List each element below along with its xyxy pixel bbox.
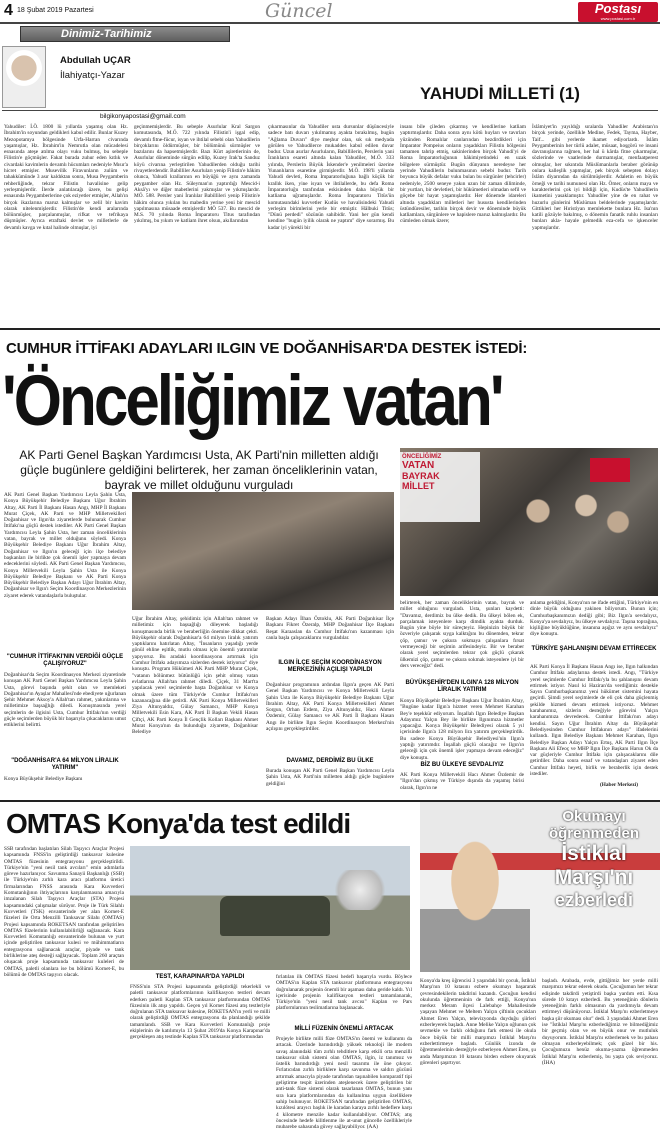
- main-subhead-3: ILGIN İLÇE SEÇİM KOORDİNASYON MERKEZİNİN AÇILIŞI YAPILDI: [278, 660, 382, 673]
- main-col-2: Uğur İbrahim Altay, şehidimiz için Allah'tan rahmet ve milletimiz için başsağlığı dileyerek başladığı konuşmasında birlik ve beraberliğin önemine dikkat çekti. Büyükşehir olarak Doğanhisar'a 64 milyon liralık yatırım yaptıklarını hatırlatan Altay, "İnsanların yaşadığı yerde gönül ehline eşitlik, mutlu olması için önemli yatırımlar yapıyoruz. Bu aradaki koordinasyonu artırmak için Cumhur İttifakı adayımıza sizlerden destek istiyoruz" diye konuştu. Program Hükümeti AK Parti MHP Murat Çiçek, "vatanın bölünmez bütünlüğü için şehit olmuş vatan evlatlarına Allah'tan rahmet diledi. Çiçek, 31 Mart'ta yapılacak yerel seçimlerde başta Doğanhisar ve Konya olmak üzere tüm Türkiye'de Cumhur İttifakı'nın kazanacağına dile getirdi. AK Parti Konya Milletvekilleri Ziya Altunyaldız, Gülay Samancı, MHP Konya Milletvekili Esin Kara, AK Parti İl Başkan Vekili Hasan Çiftçi, AK Parti Konya İl Gençlik Kolları Başkanı Ahmet Murat Konya'nın da bulunduğu ziyarette, Doğanhisar Belediye: [132, 616, 258, 736]
- main-story: [0, 330, 660, 800]
- main-col-5b: AK Parti Konya İl Başkanı Hasan Angı ise, Ilgın halkından Cumhur İttifakı adaylarına destek istedi. Angı, "Türkiye yerel seçimlerde Cumhur İttifakı'yla bu şahlanışını devam ettirmek istiyor. Nasıl ki Haziran'da verdiğimiz destekle Sayın Cumhurbaşkanımız yeni hükümet sistemini hayata geçirdi. Şimdi yerel seçimlerde de eli çok daha güçlenmiş şekilde hizmeti devam ettirmek istiyoruz. Mehmet karahanımız, sizlerin desteğiyle görevini Yalçın karahanımıza devredecek. Cumhur İttifakı'nın adayı kendisi. Sayın Uğur İbrahim Altay da Büyükşehir Belediyesinden Cumhur İttifakının adayı" ifadelerini kullandı. Ilgın Belediye Başkanı Mehmet Karahan, Ilgın Belediye Başkan Adayı Yalçın Ertuş, AK Parti Ilgın İlçe Başkanı Ali Efeoç ve MHP Ilgın İlçe Başkanı Harun Ok da var güçleriyle Cumhur İttifakı için çalışacaklarını dile getirdiler. Daha sonra esnaf ve vatandaşları ziyaret eden Cumhur İttifakı heyeti, birlik ve beraberlik için destek istediler.: [530, 664, 658, 778]
- column-text-5: İslâmiyet'in yayıldığı sıralarda Yahudiler Arabistan'ın birçok yerinde, özellikle Medine, Fedek, Tayma, Hayber, Taif... gibi yerlerde ikamet ediyorlardı. İslâm Peygamberinin her türlü adalet, müsaat, hoşgörü ve insani davranışlarına rağmen, her hal ü kârda fitne çıkarmışlar, sözlerinde ve vaatlerinde durmamışlar, menfaatperest olmuşlar, her sıkıntıda Müslümanlarla beraber görünüp onlara kalleşlik yapmışlar, pek birçok sebepten dolayı İslâm diyarından da sürülmüşlerdir. Adaletin en büyük örneği ve tarihi numunesi olan Hz. Ömer, onların maya ve karakterlerini çok iyi bildiği için, Kudüs'te Yahudilerin ikametini yasaklamıştır. Yahudiler yine de en rahat ve huzurlu günlerini Müslüman beldelerinde yaşamışlardır. Gittikleri her Hıristiyan memlekette bunlara Hz. Isa'nın katili gözüyle bakılmış, o dönemin fanatik ruhlu insanları bunları akla- hayale gelmedik eza-cefa ve işkenceler yapmışlardır.: [532, 124, 658, 231]
- main-subhead-6: BİZ BU ÜLKEYE SEVDALIYIZ: [420, 762, 504, 768]
- column-text-1: Yahudiler: İ.Ö. 1800 lü yıllarda yaşamış olan Hz. İbrahim'in soyundan geldikleri kabul edilir. Bunlar Kuzey Mezopotamya bölgesinde Urfa-Harran civarında yaşamışlar, Hz. İbrahim'in Nemrutla olan mücadelesi esnasında ateşe atılma olayı vuku bulmuş, bu sebeple Filistin'e göçmüşler. Fakat burada zuhur eden kıtlık ve civardaki kavimlerin devamlı hücumları nedeniyle Mısır'a hicret etmişler. Musevilik Firavunların zulüm ve tahakkümünde 3 asır kaldıktan sonra, Musa Peygamberin rehberliğinde, tekrar Filistin havalisine gelip yerleşmişlerdir. İlerde anlatılacağı üzere, bu gelişi esnasında Peygamberlerine çok eziyetler etmişler, Allah'ın birçok ikazlarına maruz kalmışlar ve zelil bir kavim olarak nitelenmişlerdir. Filistin'de kendi aralarında bölünmüşler, parçalanmışlar, rifkat ve tefrikaya düşmüşler. Ayrıca etraftaki devlet ve milletlerle de devamlı kavga ve kıtal halinde olmuşlar, iyi: [4, 124, 128, 231]
- banner-cloth: [400, 452, 480, 522]
- omtas-subhead-1: TEST, KARAPINAR'DA YAPILDI: [155, 974, 245, 980]
- banner-word: BAYRAK: [402, 471, 440, 481]
- photo-2: [132, 492, 394, 610]
- omtas-col-3a: fırlatılan ilk OMTAS füzesi hedefi başarıyla vurdu. Böylece OMTAS'ın Kaplan STA tanksavar platformuna entegrasyonu doğrulanarak projenin önemli bir aşaması daha geride kaldı. Yıl içerisinde projenin kalifikasyon testleri tamamlanarak, Türkiye'nin "yeni nesil tank avcısı" Kaplan ve Pars platformlarının teslimatlarına başlanacak.: [276, 974, 412, 1012]
- omtas-subhead-2: MİLLİ FÜZENİN ÖNEMLİ ARTACAK: [294, 1026, 394, 1032]
- page-number: 4: [4, 2, 13, 19]
- istiklal-col-2: başladı. Arabada, evde, gittiğimiz her yerde milli marşımızı tekrar ederek okudu. Çocuğumun her tekrar edişinde takdirdi yetiştirdi başka yardım etti. Kısa sürede 10 kıtayı ezberledi. Bu yeteneğinin dönlerin yeteneğinin farklı olmasının da yardımıyla devam ettirmeyi düşünüyoruz. İstiklal Marşı'nı ezberletmeye başka şiir okuması olur" dedi. 3 yaşındaki Ahmet Eren ise "İstiklal Marşı'nı ezberlediğimiz ve bilmediğimiz bir geçmiş olan ve en büyük onur ve mutluluk duyuyorum. İstiklal Marşı'nı ezberlemek ve bu pahası olmayan ezberleyebilmek; çok güzel bir his. Çocuğumuzu henüz okuma-yazma öğrenmeden İstiklal Marşı'nı ezberlemiş, bu yaşta çok seviyoruz. (İHA): [542, 978, 658, 1066]
- omtas-headline: OMTAS Konya'da test edildi: [6, 808, 351, 839]
- brand-name: Postası: [594, 1, 642, 16]
- column-band-title: Dinimiz-Tarihimiz: [61, 28, 152, 40]
- banner-word: VATAN: [402, 460, 435, 471]
- main-col-4b: Konya Büyükşehir Belediye Başkanı Uğur İbrahim Altay, "Bugüne kadar Ilgın'a hizmet veren Mehmet Karahan Bey'e teşekkür ediyorum. İnşallah Ilgın Belediye Başkan Adayımız Yalçın Bey ile birlikte Ilgınımıza hizmetler yapacağız. Konya Büyükşehir Belediyesi olarak 5 yıl içerisinde Ilgın'a 128 milyon lira yatırım gerçekleştirdik. Bu sadece Konya Büyükşehir Belediyesi'nin Ilgın'a yaptığı yatırımdır. İnşallah güçlü olacağız ve Ilgın'ın geleceği için çok önemli işler yapmaya devam edeceğiz" diye konuştu.: [400, 698, 524, 761]
- author-name: Abdullah UÇAR: [60, 55, 131, 66]
- author-photo: [2, 46, 46, 108]
- istiklal-col-1: Konya'da kreş öğrencisi 3 yaşındaki bir çocuk, İstiklal Marşı'nın 10 kıtasını ezbere okumayı başararak çevresindekilerin takdirini kazandı. Çocuğun kendisi okulunda öğretmeninin de fark ettiği, Konya'nın merkez Meram ilçesi Lalebahçe Mahallesinde yaşayan Mehmet ve Meltem Yalçın çiftinin çocukları Ahmet Eren Yalçın, televizyonda duyduğu şiirleri ezberleyerek başladı. Anne Melike Yalçın oğlunun çok sevmekle ve farklı olduğunu fark etmesi ile okula önce büyük bir milli marşımızı İstiklal Marşı'nı ezberlettirmeye başladı. Günlük izonda de öğretmenlerinin desteğiyle ezberleyen Ahmet Eren, şu anda Marşımızın 10 kıtasını birden ezbere okuyarak görenleri şaşırtıyor.: [420, 978, 536, 1066]
- author-email: bilgikonyapostasi@gmail.com: [100, 113, 186, 120]
- main-subhead-7: TÜRKİYE ŞAHLANIŞINI DEVAM ETTİRECEK: [531, 646, 657, 652]
- omtas-col-3b: Projeyle birlikte milli füze OMTAS'ın önemi ve kullanımı da artacak. Üzerinde barındırdığı yüksek teknoloji ile modern savaş alanındaki tüm zırhlı tehditlere karşı etkili orta menzilli tanksavar silah sistemi olan OMTAS, ilgin, iz tanımsız ve üstelik barındırdığı yeni nesil tasarımı ile öne çıkıyor. Fırlatıcıdan zırhlı birliklere karşı savunma ve saldırı gücünü artırmak amacıyla piyade tarafından taşınabilen komparatif tipi geliştirme tespit üzerinden ateşlenecek üzere geliştirilen bir anti-tank füze sistemi olarak tasarlanan OMTAS, bunun yanı sıra kara platformlarından da kullanılma uygun özelliklere sahip bulunuyor. ROKETSAN tarafından geliştirilen OMTAS, kızılötesi arayıcı başlık ile karadan karaya zırhlı hedeflere karşı 4 kilometre menzile kadar kullanılabiliyor. OMTAS; atış öncesinde hedefe kilitlenme ile at-unut güncelle özellikleriyle mubarebe sahasında güvey sağlayabiliyor. (AA): [276, 1036, 412, 1130]
- brand-tagline: www.postasi.com.tr: [600, 16, 636, 21]
- rally-photo: [400, 448, 658, 596]
- banner-word: ÖNCELİĞİMİZ: [402, 454, 442, 460]
- omtas-col-2: FNSS'nin STA Projesi kapsamında geliştirdiği tekerlekli ve paletli tanksavar platformlarının kalifikasyon testleri devam ederken paletli Kaplan STA tanksavar platformundan OMTAS füzesinin ilk atışı yapıldı. Geçen yıl Kornet füzesi atış testleriyle doğrulanan STA tanksavar kulesine, ROKETSAN'ın yerli ve milli olarak geliştirdiği OMTAS entegrasyonu da planlandığı şekilde tamamlandı. SSB ve Kara Kuvvetleri Komutanlığı proje ekiplerinin de katılımıyla 13 Şubat 2019'da Konya Karapınar'da gerçekleşen atış testinde Kaplan STA tanksavar platformundan: [130, 984, 270, 1041]
- main-subhead-2: "DOĞANHİSAR'A 64 MİLYON LİRALIK YATIRIM": [11, 758, 119, 771]
- main-col-5a: anlama geldiğini, Konya'nın ne ifade ettiğini, Türkiye'nin en dinle büyük olduğunu yakinen biliyorum. Bunun için; Cumhurbaşkanımızın dediği gibi; Biz Ilgın'a sevdalıyız, Konya'ya sevdalıyız, bu ülkeye sevdalıyız. Taşına toprağına, kişiliğine büyüklüğüne, insanına aşığız ve aynı sevdalıyız" diye konuştu.: [530, 600, 659, 638]
- child-shape: [420, 832, 530, 972]
- banner-word: MİLLET: [402, 481, 435, 491]
- main-headline: 'Önceliğimiz vatan': [2, 361, 502, 442]
- main-credit: (Haber Merkezi): [600, 782, 638, 788]
- istiklal-story: [420, 802, 660, 1117]
- main-subhead-4: DAVAMIZ, DERDİMİZ BU ÜLKE: [286, 758, 374, 764]
- main-kicker: CUMHUR İTTİFAKI ADAYLARI ILGIN VE DOĞANHİSAR'DA DESTEK İSTEDİ:: [6, 340, 528, 357]
- main-col-4c: AK Parti Konya Milletvekili Hacı Ahmet Özdemir de "Ilgın'dan çıkmış ve Türkiye dışında da yaşamış birisi olarak, Ilgın'ın ne: [400, 772, 524, 791]
- headline-line: Marşı'nı: [554, 866, 634, 889]
- omtas-photo: [130, 846, 410, 970]
- headline-line: ezberledi: [554, 890, 634, 910]
- page-date: 18 Şubat 2019 Pazartesi: [17, 7, 94, 14]
- headline-line: İstiklal: [561, 842, 627, 865]
- vehicle-shape: [220, 896, 330, 936]
- main-col-3a: Başkan Adayı İlhan Öztoklu, AK Parti Doğanhisar İlçe Başkanı Fikret Özeralp, MHP Doğanhisar İlçe Başkanı Reşat Karaaslan da Cumhur İttifakı'nın kazanması için canla başla çalışacaklarını vurguladılar.: [266, 616, 394, 641]
- column-band: [20, 26, 230, 42]
- page-header: [0, 0, 660, 22]
- main-col-1b: Doğanhisar'da Seçim Koordinasyon Merkezi ziyaretinde konuşan AK Parti Genel Başkan Yardımcısı Leyla Şahin Usta, görevi başında şehit olan ve memleketi Doğanhisar'ın Ayaşlar Mahallesi'nde ebediyete uğurlanan Şehit Mehmet Aksoy'a Allah'tan rahmet, yakınlarına ve milletimize başsağlığı diledi. Konuşmasında yerel seçimlerin de ilgisini Usta, Cumhur İttifakı'nın verdiği güçle seçimlerden büyük bir başarıyla çıkacaklarını umut ettiklerini belirtti.: [4, 672, 126, 729]
- main-col-4a: belirterek, her zaman önceliklerinin vatan, bayrak ve millet olduğunu vurguladı. Usta, şunları kaydetti: "Davamız, derdimiz bu ülke dedik. Bu ülkeyi bölen ek, parçalamak isteyenlere karşı dimdik ayakta durduk. Bugün yine böyle bir süreçteyiz. Hepinizin büyük bir özveriyle çalışarak sıyga kalktığını bu dönemden, tekrar çöp, çamur ve çukura sokmaya çalışanlara fırsat vermeyeceği bir seçimin arifesindeyiz. Bir ve beraber olarak yerel seçimlerden tekrar çok güçlü çıkarak ülkemizi çöp, çamur ve çukura sokmak isteyenlere iyi bir ders vereceğiz" dedi.: [400, 600, 524, 669]
- headline-line: Okumayı: [562, 808, 626, 825]
- column-text-4: insanı bile çileden çıkarmış ve kendilerine katliam yaptırmışlardır. Daha sonra aynı kötü huyları ve tavırları yüzünden Romalılar canlarından bezdirdikleri için İmparator Pompeius onların yaşadıkları Filistin bölgesini tamamen tahrip etmiş, sakinlerinden birçok Yahudi'yi de Roma İmparatorluğunun hâkimiyetindeki en uzak bölgelere sürmüştür. Bugün dünyanın neredeyse her yerinde Yahudilerin bulunmasının sebebi budur. Tarih boyunca büyük defalar vuku bulan bu sürgünler (tehcirler) nedeniyle, 2500 seneye yakın uzun bir zaman diliminde, bir yurtları, bir devletleri, bir hükümetleri olmadan sefil ve göçebe bir hayat yaşamışlardır. Her dönemde idareleri altında yaşadıkları milletleri her hususta kendilerinden üstündüresiler, tarihin birçok devir ve döneminde büyük katliamlara, sürgünlere ve hapislere maruz kalmışlardır. Bu cümleden olmak üzere;: [400, 124, 526, 225]
- masthead-logo: [578, 2, 658, 22]
- header-rule: [0, 22, 660, 24]
- column-section: [0, 26, 660, 298]
- main-col-3c: Burada konuşan AK Parti Genel Başkan Yardımcısı Leyla Şahin Usta, AK Parti'nin milletten aldığı güçle bugünlere geldiğini: [266, 768, 394, 787]
- flag-shape: [590, 458, 630, 482]
- smoke-shape: [330, 870, 390, 910]
- section-title: Güncel: [265, 0, 333, 22]
- main-col-1c: Konya Büyükşehir Belediye Başkanı: [4, 776, 83, 782]
- column-text-3: çıkarmasınlar da Yahudiler usta dursunlar düşüncesiyle sadece batı duvarı yıkılmamış ayakta bırakılmış, bugün "Ağlama Duvarı" diye meşhur olan, sık sık medyada görülen ve Yahudilerce mukaddes kabul edilen duvar budur. Uzun asırlar Asurluların, Babillilerin, Perslerin yani İranlıların esareti altında kalan Yahudiler, M.Ö. 333 yılında, Perslerin Büyük İskender'e yenilmeleri üzerine Yunanlıların esaretine girmişlerdir. M.Ö. 198'li yıllarda Yahudi devleti, Roma İmparatorluğuna bağlı küçük bir krallık iken, yine isyan ve ihtilallerde, bu defa Roma İmparatorluğu tarafından eskisinden daha büyük bir katliama uğramışlardır. Roma İmparatoru Titüs'ün komutasındaki kuvvetler Kudüs ve havalisindeki Yahudi yerleşim birimlerini yerle bir etmiştir. Hâlbuki Titüs; "Dünü perdedi" sözünün sahibidir. Yani her gün kendi kendine "bugün iyilik olarak ne yaptım" diye sorarmış. Bu kadar iyi yürekli bir: [268, 124, 394, 231]
- omtas-col-1: SSB tarafından başlatılan Silah Taşıyıcı Araçlar Projesi kapsamında FNSS'in geliştirdiği tanksavar kulesine OMTAS füzesinin entegrasyonu gerçekleştirildi. Türkiye'nin "yeni nesil tank avcıları" emin adımlarla göreve hazırlanıyor. Savunma Sanayii Başkanlığı (SSB) ile Türkiye'nin zırhlı kara aracı platformu üretici firmalarından FNSS arasında Kara Kuvvetleri Komutanlığının ihtiyaçlarının karşılanmasına amacıyla imzalanan Silah Taşıyıcı Araçlar (STA) Projesi kapsamındaki çalışmalar sürüyor. Proje ile Türk Silahlı Kuvvetleri (TSK) envanterinde yer alan Kornet-E füzeleri ile Orta Menzilli Tanksavar Silahı (OMTAS) Projesi kapsamında ROKETSAN tarafından geliştirilen OMTAS füzelerinin kullanılabilirliği sağlanacak. Kara Kuvvetleri Komutanlığı envanterinde bulunan ve yurt içinde geliştirilen tanksavar kulesi ve mühimmatların entegrasyonu sağlanacak araçlar, piyade ve tank birliklerine ateş desteği sağlayacak. Toplam 260 araçtan oluşacak proje kapsamında tanksavar kuleleri de OMTAS, paletli olanlara ise bu bölümü Kornet-E, bu bölümü de OMTAS taşıyıcı olacak.: [4, 846, 124, 978]
- main-top-rule: [0, 328, 660, 330]
- column-headline: YAHUDİ MİLLETİ (1): [420, 84, 580, 103]
- headline-line: öğrenmeden: [548, 825, 639, 842]
- main-subhead-5: BÜYÜKŞEHİR'DEN ILGIN'A 128 MİLYON LİRALIK YATIRIM: [405, 680, 519, 693]
- istiklal-headline: [530, 808, 658, 911]
- crowd-shape: [490, 478, 650, 588]
- main-deck: AK Parti Genel Başkan Yardımcısı Usta, AK Parti'nin milletten aldığı güçle bugünlere geldiğini belirterek, her zaman önceliklerinin vatan, bayrak ve millet olduğunu vurguladı: [19, 448, 379, 492]
- column-text-2: geçinmemişlerdir. Bu sebeple Asurlular Kral Sargon komutasında, M.Ö. 722 yılında Filistin'i işgal edip, devamlı fitne-fücur, isyan ve ihtilal sebebi olan Yahudilerin birçoklarını öldürmüşler, bir bölümünü sürmüşler ve bazılarını da hapsetmişlerdir. Bazı Kürt aşiretlerinin de, Asurlular döneminde sürgün edilip, Kuzey Irak'ta Sanduz köyü civarına yerleştirilen Yahudilerden olduğu tarihi rivayetlerdendir. Babilliler Asurluları yenip Filistin'e hâkim olunca, Yahudi krallarının en büyüğü ve aynı zamanda peygamber olan Hz. Süleyman'ın yaptırdığı Mescid-i Aksâ'yı ve diğer mabetlerini yakmışlar ve yıkmışlardır. MÖ. 588. Persler yani İranlılar Babillileri yenip Filistin'e hâkim olunca yıkılan bu mabedin yerine yeni bir mescid yapılmasına müsaade etmişlerdir MÖ 537. Bu mescid de M.S. 70 yılında Roma İmparatoru Titus tarafından yıkılmış, bu yıkım ve katliam ihret olsun, akıllarından: [134, 124, 260, 225]
- main-subhead-1: "CUMHUR İTTİFAKI'NIN VERDİĞİ GÜÇLE ÇALIŞIYORUZ": [6, 654, 124, 667]
- main-col-1a: AK Parti Genel Başkan Yardımcısı Leyla Şahin Usta, Konya Büyükşehir Belediye Başkanı Uğur İbrahim Altay, AK Parti İl Başkanı Hasan Angı, MHP İl Başkanı Murat Çiçek, AK Parti ve MHP Milletvekilleri Doğanhisar ve Ilgın'da ziyaretlerde bulunarak Cumhur İttifakı'na güçlü destek istediler. AK Parti Genel Başkan Yardımcısı Leyla Şahin Usta, her zaman önceliklerinin vatan, bayrak ve millet olduğunu söyledi. Konya Büyükşehir Belediye Başkanı Uğur İbrahim Altay, Doğanhisar ve Ilgın'ın geleceği için ilçe belediye başkanları ile birlikte çok önemli işler yapmaya devam edeceklerini söyledi. AK Parti Genel Başkan Yardımcısı, Konya Milletvekili Leyla Şahin Usta ile Konya Büyükşehir Belediye Başkanı ve AK Parti Konya Büyükşehir Belediye Başkan Adayı Uğur İbrahim Altay, Doğanhisar ve Ilgın'ı Seçim Koordinasyon Merkezlerinin ziyaret ederek vatandaşlarla buluştular.: [4, 492, 126, 599]
- email-rule: [2, 110, 658, 111]
- author-title: İlahiyatçı-Yazar: [60, 70, 125, 81]
- main-col-3b: Doğanhisar programının ardından Ilgın'a geçen AK Parti Genel Başkan Yardımcısı ve Konya Milletvekili Leyla Şahin Usta ile Konya Büyükşehir Belediye Başkanı Uğur İbrahim Altay, AK Parti Konya Milletvekilleri Ahmet Sorgun, Orhan Erdem, Ziya Altunyaldız, Hacı Ahmet Özdemir, Gülay Samancı ve AK Parti İl Başkanı Hasan Angı ile birlikte Ilgın Seçim Koordinasyon Merkezi'nin açılışını gerçekleştirdiler.: [266, 682, 394, 733]
- omtas-story: [0, 800, 420, 1130]
